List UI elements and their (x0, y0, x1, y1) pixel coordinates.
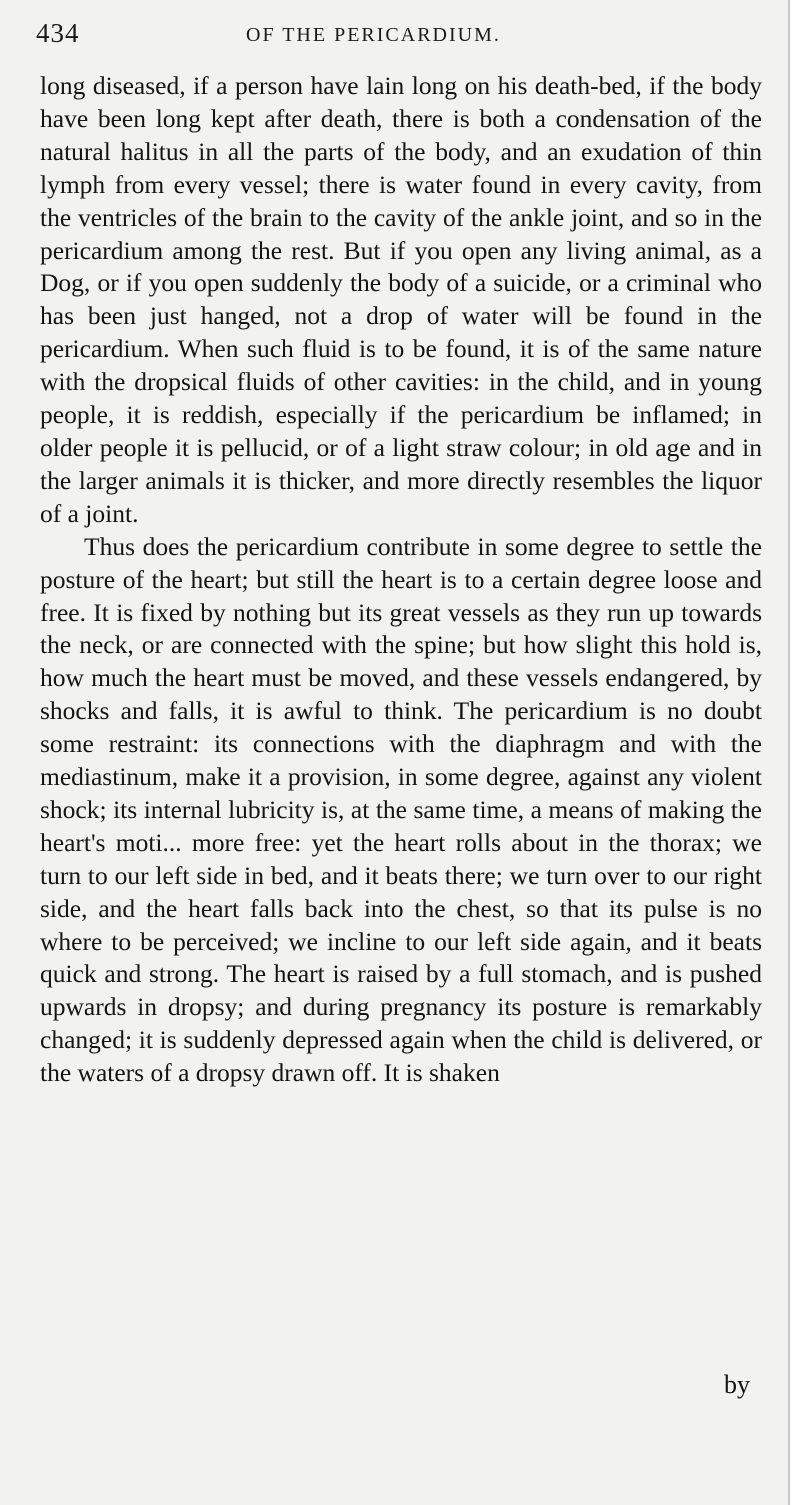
catchword: by (724, 1370, 750, 1399)
page-header (36, 18, 766, 58)
body-text (40, 70, 762, 1090)
paragraph-2: Thus does the pericardium contribute in some degree to settle the posture of the heart; but still the heart is to a certain degree loose and free. It is fixed by nothing but its great vessels as they run up towards the neck, or are connected with the spine; but how slight this hold is, how much the heart must be moved, and these vessels endangered, by shocks and falls, it is awful to think. The pericardium is no doubt some restraint: its connections with the diaphragm and with the mediastinum, make it a provision, in some degree, against any violent shock; its internal lubricity is, at the same time, a means of making the heart's moti... more free: yet the heart rolls about in the thorax; we turn to our left side in bed, and it beats there; we turn over to our right side, and the heart falls back into the chest, so that its pulse is no where to be perceived; we incline to our left side again, and it beats quick and strong. The heart is raised by a full stomach, and is pushed upwards in dropsy; and during pregnancy its posture is remarkably changed; it is suddenly depressed again when the child is delivered, or the waters of a dropsy drawn off. It is shaken (40, 531, 762, 1088)
page-number: 434 (36, 18, 80, 48)
running-head: OF THE PERICARDIUM. (246, 24, 501, 46)
paragraph-1: long diseased, if a person have lain long on his death-bed, if the body have been long kept after death, there is both a condensation of the natural halitus in all the parts of the body, and an exudation of thin lymph from every vessel; there is water found in every cavity, from the ventricles of the brain to the cavity of the ankle joint, and so in the pericardium among the rest. But if you open any living animal, as a Dog, or if you open suddenly the body of a suicide, or a criminal who has been just hanged, not a drop of water will be found in the pericardium. When such fluid is to be found, it is of the same nature with the dropsical fluids of other cavities: in the child, and in young people, it is reddish, especially if the pericardium be inflamed; in older people it is pellucid, or of a light straw colour; in old age and in the larger animals it is thicker, and more directly resembles the liquor of a joint. (40, 71, 762, 528)
